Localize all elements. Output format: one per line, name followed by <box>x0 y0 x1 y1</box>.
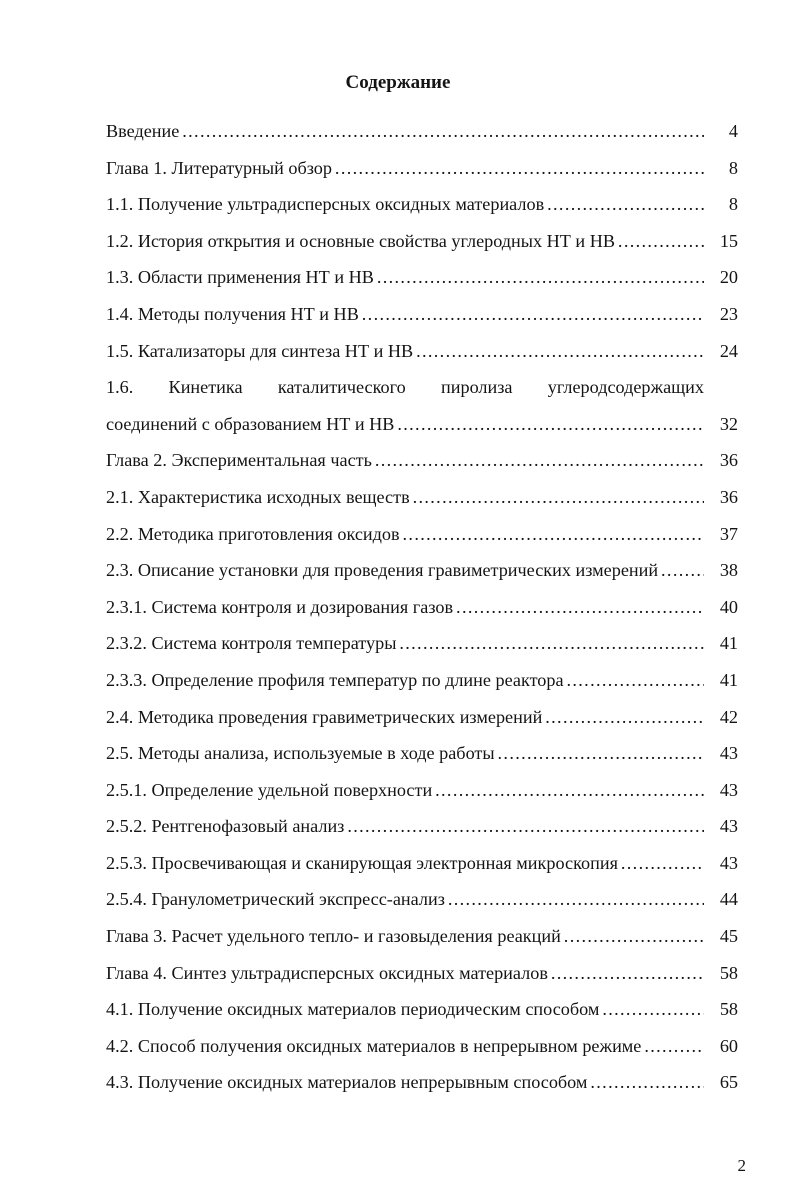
toc-row <box>106 552 738 589</box>
toc-row <box>106 808 738 845</box>
toc-entry-label: 2.2. Методика приготовления оксидов . . . <box>106 516 704 553</box>
toc-row <box>106 516 738 553</box>
toc-entry-page: 43 <box>719 816 738 837</box>
table-of-contents <box>106 113 738 1101</box>
toc-entry-page: 38 <box>719 560 738 581</box>
toc-entry-label: 4.3. Получение оксидных материалов непрерывным способом . . . <box>106 1064 704 1101</box>
toc-entry-label: 2.3.3. Определение профиля температур по длине реактора . . . <box>106 662 704 699</box>
toc-entry-page: 60 <box>719 1035 738 1056</box>
toc-row <box>106 735 738 772</box>
toc-entry-page: 23 <box>719 303 738 324</box>
toc-row <box>106 406 738 443</box>
toc-entry-page: 43 <box>719 852 738 873</box>
toc-entry-page: 44 <box>719 889 738 910</box>
toc-entry-label: 2.3.1. Система контроля и дозирования газов . . . <box>106 589 704 626</box>
toc-entry-page: 43 <box>719 743 738 764</box>
toc-row <box>106 772 738 809</box>
toc-entry-page: 41 <box>719 633 738 654</box>
toc-row <box>106 1064 738 1101</box>
toc-row <box>106 333 738 370</box>
toc-row <box>106 223 738 260</box>
toc-entry-label: 2.4. Методика проведения гравиметрических измерений . . . <box>106 699 704 736</box>
toc-row <box>106 625 738 662</box>
toc-entry-label: Глава 3. Расчет удельного тепло- и газовыделения реакций . . . <box>106 918 704 955</box>
toc-entry-page: 20 <box>719 267 738 288</box>
toc-entry-label: 1.2. История открытия и основные свойства углеродных НТ и НВ . . . <box>106 223 704 260</box>
toc-entry-page: 42 <box>719 706 738 727</box>
toc-entry-label: 1.1. Получение ультрадисперсных оксидных материалов . . . <box>106 186 704 223</box>
toc-entry-page: 41 <box>719 669 738 690</box>
toc-row <box>106 369 738 406</box>
toc-row <box>106 1028 738 1065</box>
toc-entry-label: 2.5.2. Рентгенофазовый анализ . . . <box>106 808 704 845</box>
toc-entry-page: 8 <box>728 194 738 215</box>
toc-entry-page: 8 <box>728 157 738 178</box>
toc-entry-label: Глава 4. Синтез ультрадисперсных оксидных материалов . . . <box>106 955 704 992</box>
toc-entry-label: 2.3. Описание установки для проведения гравиметрических измерений . . . <box>106 552 704 589</box>
toc-entry-label: Глава 1. Литературный обзор . . . <box>106 150 704 187</box>
toc-entry-page: 24 <box>719 340 738 361</box>
toc-entry-label: 2.3.2. Система контроля температуры . . . <box>106 625 704 662</box>
toc-entry-label: 1.3. Области применения НТ и НВ . . . <box>106 259 704 296</box>
toc-entry-page: 36 <box>719 486 738 507</box>
toc-row <box>106 296 738 333</box>
page-title: Содержание <box>345 72 451 93</box>
toc-entry-page: 4 <box>728 121 738 141</box>
toc-row <box>106 479 738 516</box>
toc-entry-page: 58 <box>719 962 738 983</box>
toc-entry-label: 2.5.4. Гранулометрический экспресс-анализ . . . <box>106 881 704 918</box>
toc-row <box>106 113 738 150</box>
toc-entry-label: 1.6. Кинетика каталитического пиролиза углеродсодержащих <box>106 377 704 398</box>
toc-entry-label: 1.5. Катализаторы для синтеза НТ и НВ . . . <box>106 333 704 370</box>
toc-entry-page: 58 <box>719 999 738 1020</box>
toc-row <box>106 991 738 1028</box>
toc-entry-page: 40 <box>719 596 738 617</box>
toc-row <box>106 699 738 736</box>
page-number: 2 <box>737 1156 746 1175</box>
toc-row <box>106 955 738 992</box>
toc-entry-page: 37 <box>719 523 738 544</box>
toc-entry-page: 65 <box>719 1072 738 1093</box>
toc-row <box>106 918 738 955</box>
toc-entry-label: 1.4. Методы получения НТ и НВ . . . <box>106 296 704 333</box>
toc-entry-page: 45 <box>719 926 738 947</box>
toc-entry-page: 32 <box>719 413 738 434</box>
toc-row <box>106 442 738 479</box>
toc-entry-label: соединений с образованием НТ и НВ . . . <box>106 406 704 443</box>
toc-entry-label: 4.2. Способ получения оксидных материалов в непрерывном режиме . . . <box>106 1028 704 1065</box>
toc-row <box>106 186 738 223</box>
toc-entry-page: 43 <box>719 779 738 800</box>
toc-row <box>106 150 738 187</box>
toc-entry-label: 2.1. Характеристика исходных веществ . . . <box>106 479 704 516</box>
toc-entry-label: 4.1. Получение оксидных материалов периодическим способом . . . <box>106 991 704 1028</box>
toc-row <box>106 589 738 626</box>
toc-row <box>106 259 738 296</box>
toc-row <box>106 845 738 882</box>
toc-row <box>106 662 738 699</box>
toc-entry-label: Глава 2. Экспериментальная часть . . . <box>106 442 704 479</box>
toc-entry-label: 2.5.3. Просвечивающая и сканирующая электронная микроскопия . . . <box>106 845 704 882</box>
toc-entry-label: Введение . . . <box>106 113 704 150</box>
toc-entry-label: 2.5. Методы анализа, используемые в ходе работы . . . <box>106 735 704 772</box>
toc-entry-label: 2.5.1. Определение удельной поверхности . . . <box>106 772 704 809</box>
toc-entry-page: 15 <box>719 230 738 251</box>
toc-row <box>106 881 738 918</box>
toc-entry-page: 36 <box>719 450 738 471</box>
